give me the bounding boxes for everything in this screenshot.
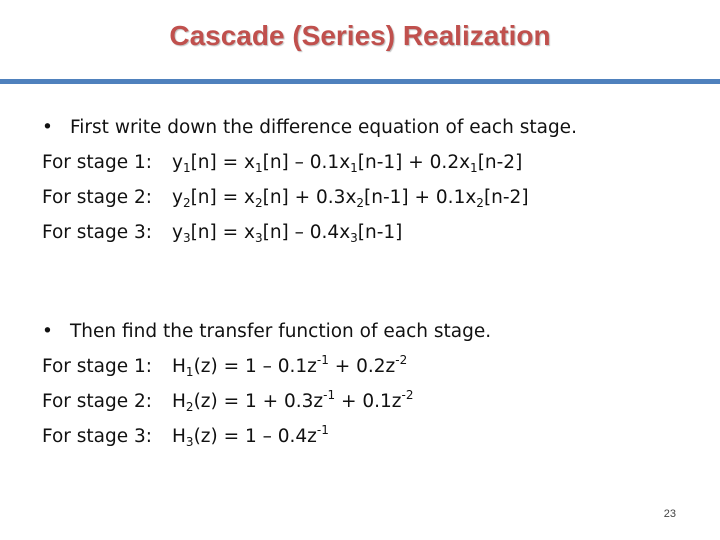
heading-text: First write down the difference equation of each stage. bbox=[70, 117, 577, 138]
transfer-function bbox=[172, 423, 329, 449]
section-heading bbox=[42, 314, 491, 349]
subscript: 2 bbox=[185, 400, 194, 414]
subscript: 3 bbox=[185, 435, 194, 449]
bullet: • bbox=[42, 321, 53, 342]
stage-equation-line bbox=[42, 180, 577, 215]
stage-label: For stage 3: bbox=[42, 426, 153, 447]
equation-text: [n-1] bbox=[357, 222, 403, 243]
equation-text: [n] – 0.4x bbox=[262, 222, 351, 243]
equation-text: [n-1] + 0.2x bbox=[357, 152, 471, 173]
transfer-functions-section bbox=[42, 314, 491, 454]
equation-text: H bbox=[172, 426, 186, 447]
equation-text: H bbox=[172, 356, 186, 377]
equation-text: [n] = x bbox=[190, 187, 255, 208]
equation-text: [n] – 0.1x bbox=[262, 152, 351, 173]
equation-text: y bbox=[172, 187, 183, 208]
equation-text: [n-2] bbox=[477, 152, 523, 173]
superscript: -1 bbox=[316, 353, 329, 367]
bullet: • bbox=[42, 117, 53, 138]
superscript: -2 bbox=[395, 353, 408, 367]
equation-text: H bbox=[172, 391, 186, 412]
equation-text: [n-2] bbox=[483, 187, 529, 208]
subscript: 3 bbox=[350, 231, 358, 245]
stage-transfer-line bbox=[42, 419, 491, 454]
subscript: 1 bbox=[350, 161, 358, 175]
stage-transfer-line bbox=[42, 349, 491, 384]
equation-text: [n-1] + 0.1x bbox=[364, 187, 477, 208]
stage-label: For stage 1: bbox=[42, 356, 153, 377]
subscript: 2 bbox=[356, 196, 365, 210]
equation-text: + 0.1z bbox=[335, 391, 402, 412]
equation-text: (z) = 1 – 0.1z bbox=[193, 356, 317, 377]
stage-equation-line bbox=[42, 215, 577, 250]
stage-label: For stage 3: bbox=[42, 222, 153, 243]
heading-text: Then find the transfer function of each stage. bbox=[70, 321, 492, 342]
slide-title: Cascade (Series) Realization bbox=[169, 20, 551, 51]
subscript: 2 bbox=[182, 196, 191, 210]
superscript: -2 bbox=[401, 388, 414, 402]
stage-equation-line bbox=[42, 145, 577, 180]
title-underline bbox=[0, 79, 720, 84]
subscript: 1 bbox=[470, 161, 478, 175]
stage-label: For stage 2: bbox=[42, 187, 153, 208]
stage-label: For stage 1: bbox=[42, 152, 153, 173]
difference-equations-section bbox=[42, 110, 577, 250]
difference-equation bbox=[172, 187, 529, 208]
equation-text: y bbox=[172, 222, 183, 243]
subscript: 1 bbox=[182, 161, 191, 175]
stage-label: For stage 2: bbox=[42, 391, 153, 412]
equation-text: (z) = 1 – 0.4z bbox=[193, 426, 317, 447]
equation-text: + 0.2z bbox=[328, 356, 396, 377]
subscript: 2 bbox=[254, 196, 263, 210]
subscript: 3 bbox=[254, 231, 263, 245]
difference-equation bbox=[172, 222, 402, 243]
subscript: 1 bbox=[185, 365, 194, 379]
subscript: 2 bbox=[476, 196, 484, 210]
section-heading bbox=[42, 110, 577, 145]
equation-text: [n] = x bbox=[190, 152, 255, 173]
stage-transfer-line bbox=[42, 384, 491, 419]
difference-equation bbox=[172, 152, 522, 173]
equation-text: [n] + 0.3x bbox=[262, 187, 357, 208]
subscript: 3 bbox=[182, 231, 191, 245]
transfer-function bbox=[172, 388, 414, 414]
transfer-function bbox=[172, 353, 408, 379]
equation-text: (z) = 1 + 0.3z bbox=[193, 391, 324, 412]
page-number: 23 bbox=[663, 508, 676, 520]
superscript: -1 bbox=[316, 423, 329, 437]
superscript: -1 bbox=[323, 388, 336, 402]
equation-text: [n] = x bbox=[190, 222, 255, 243]
subscript: 1 bbox=[254, 161, 263, 175]
equation-text: y bbox=[172, 152, 183, 173]
